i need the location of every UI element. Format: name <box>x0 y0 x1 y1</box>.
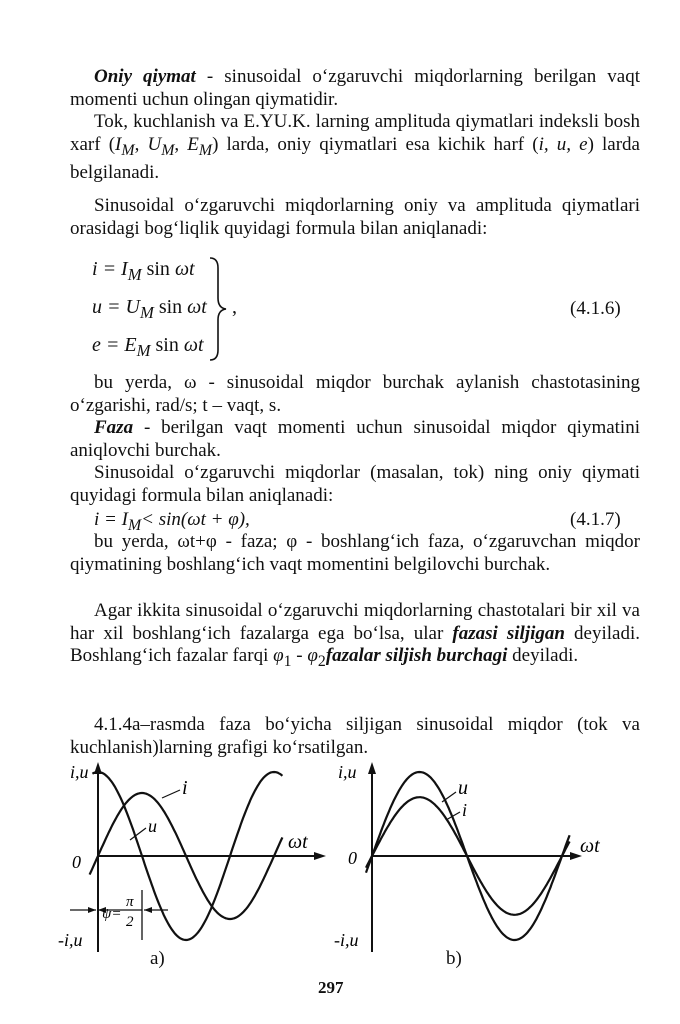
eq-sub-u: M <box>139 303 154 322</box>
notation-text-b: ) larda, oniy qiymatlari esa kichik harf ( <box>212 133 539 155</box>
paragraph-omega: bu yerda, ω - sinusoidal miqdor burchak aylanish chastotasining o‘zgarishi, rad/s; t – vaqt, s. <box>70 372 640 416</box>
eq-fn-e: sin <box>150 334 184 356</box>
right-brace-icon <box>208 256 230 362</box>
minus-sign: - <box>291 645 308 666</box>
equation-number-417: (4.1.7) <box>570 509 621 530</box>
eq-fn-i: sin <box>141 258 175 280</box>
definition-phase: - berilgan vaqt momenti uchun sinusoidal miqdor qiymatini aniqlovchi burchak. <box>70 417 640 461</box>
symbol-im-sub: M <box>121 141 135 159</box>
fig-b-y-bottom-label: -i,u <box>334 930 359 950</box>
fig-a-curve-i-label: i <box>182 777 188 799</box>
paragraph-phase-def: bu yerda, ωt+φ - faza; φ - boshlang‘ich faza, o‘zgaruvchan miqdor qiymatining boshlang‘ich vaqt momentini belgilovchi burchak. <box>70 531 640 575</box>
phi-sub-2: 2 <box>317 652 326 670</box>
figure-a-caption: a) <box>150 948 165 969</box>
fig-a-x-arrow-icon <box>314 852 326 860</box>
paragraph-phase-shift <box>70 600 640 673</box>
eq-sub-i: M <box>127 265 142 284</box>
shift-text-a: Agar ikkita sinusoidal o‘zgaruvchi miqdorlarning chastotalari bir xil va har xil boshlang‘ich fazalarga ega bo‘lsa, ular <box>70 600 640 644</box>
eq-lhs-e: e <box>92 334 101 356</box>
eq-line-e <box>92 334 204 361</box>
shift-text-c: deyiladi. <box>507 645 579 666</box>
eq-arg-e: ωt <box>183 334 204 356</box>
eq-comma: , <box>232 296 237 318</box>
eq417-sub: M <box>127 516 142 534</box>
eq-line-i <box>92 258 195 285</box>
fig-a-y-bottom-label: -i,u <box>58 930 83 950</box>
eq-mid-u: = U <box>102 296 140 318</box>
fig-a-i-leader <box>162 790 180 798</box>
eq-lhs-u: u <box>92 296 102 318</box>
fig-a-y-top-label: i,u <box>70 762 89 782</box>
eq-mid-e: = E <box>100 334 137 356</box>
symbol-um: U <box>147 133 162 155</box>
symbol-em-sub: M <box>198 141 213 159</box>
definition-instant-value: - sinusoidal o‘zgaruvchi miqdorlarning berilgan vaqt momenti uchun olingan qiymatidir. <box>70 66 640 110</box>
page-number: 297 <box>318 978 344 997</box>
eq-fn-u: sin <box>153 296 188 318</box>
paragraph-instant-value <box>70 66 640 111</box>
eq-line-u <box>92 296 207 323</box>
fig-a-x-label: ωt <box>288 831 308 853</box>
sep-2: , <box>174 133 188 155</box>
figure-a-graph <box>50 760 330 960</box>
paragraph-relation: Sinusoidal o‘zgaruvchi miqdorlarning oniy va amplituda qiymatlari orasidagi bog‘liqlik quyidagi formula bilan aniqlanadi: <box>70 195 640 239</box>
symbol-small: i, u, e <box>538 133 588 155</box>
figure-b-caption: b) <box>446 948 462 969</box>
paragraph-notation <box>70 111 640 184</box>
term-phase: Faza <box>94 417 134 438</box>
fig-a-shift-label: ψ= <box>102 906 122 922</box>
eq-arg-u: ωt <box>187 296 207 318</box>
phi-symbol-2: φ <box>307 645 318 666</box>
fig-b-y-top-label: i,u <box>338 762 357 782</box>
notation-text-c: ) larda belgilanadi. <box>70 133 640 183</box>
fig-b-x-label: ωt <box>580 835 600 857</box>
paragraph-phase <box>70 417 640 462</box>
equation-number-416: (4.1.6) <box>570 298 621 319</box>
symbol-em: E <box>187 133 199 155</box>
paragraph-figure-ref: 4.1.4a–rasmda faza bo‘yicha siljigan sinusoidal miqdor (tok va kuchlanish)larning grafigi ko‘rsatilgan. <box>70 714 640 758</box>
fig-a-shift-den: 2 <box>126 914 134 930</box>
fig-a-shift-arrow-right-icon <box>144 907 152 913</box>
paragraph-instant-formula: Sinusoidal o‘zgaruvchi miqdorlar (masalan, tok) ning oniy qiymati quyidagi formula bilan aniqlanadi: <box>70 462 640 506</box>
phi-sub-1: 1 <box>283 652 292 670</box>
eq417-lhs: i = I <box>94 509 128 530</box>
fig-b-curve-i-label: i <box>462 800 468 820</box>
sep-1: , <box>134 133 148 155</box>
fig-a-shift-num: π <box>126 894 134 910</box>
term-phase-shifted: fazasi siljigan <box>452 622 565 644</box>
term-phase-shift-angle: fazalar siljish burchagi <box>325 645 508 666</box>
eq-lhs-i: i <box>92 258 98 280</box>
fig-b-origin-label: 0 <box>348 848 357 868</box>
eq-arg-i: ωt <box>174 258 195 280</box>
notation-text-a: Tok, kuchlanish va E.YU.K. larning amplituda qiymatlari indeksli bosh xarf ( <box>70 111 640 155</box>
eq417-rhs: < sin(ωt + φ), <box>141 509 250 530</box>
fig-a-origin-label: 0 <box>72 852 81 872</box>
shift-text-b: deyiladi. Boshlang‘ich fazalar farqi <box>70 622 640 666</box>
eq-mid-i: = I <box>97 258 128 280</box>
fig-b-curve-u-label: u <box>458 777 468 799</box>
fig-b-y-arrow-icon <box>368 762 376 774</box>
symbol-im: I <box>115 133 122 155</box>
fig-a-curve-u-label: u <box>148 816 157 836</box>
term-instant-value: Oniy qiymat <box>94 66 196 87</box>
figure-b-graph <box>330 760 630 960</box>
phi-symbol-1: φ <box>273 645 284 666</box>
eq-sub-e: M <box>136 341 151 360</box>
symbol-um-sub: M <box>161 141 175 159</box>
fig-a-shift-arrow-in-icon <box>88 907 96 913</box>
